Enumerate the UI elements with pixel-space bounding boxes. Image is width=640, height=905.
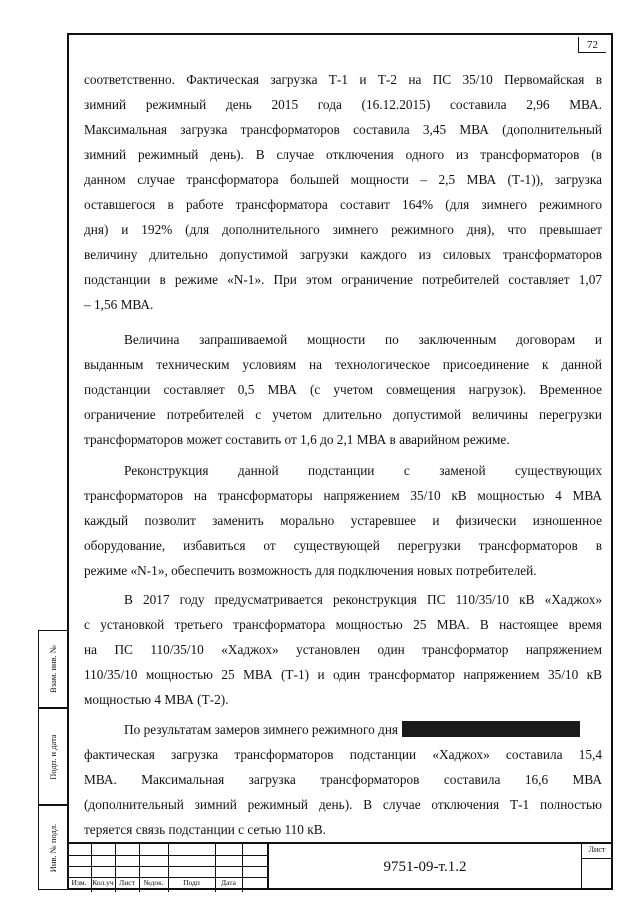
stamp-row-divider bbox=[67, 866, 267, 867]
sidebar-inv-podl-label: Инв. № подл. bbox=[48, 823, 58, 872]
text-line: оборудование, избавиться от существующей перегрузки трансформаторов в bbox=[84, 538, 602, 553]
text-line: зимний режимный день). В случае отключения одного из трансформаторов (в bbox=[84, 147, 602, 162]
registration-sidebar bbox=[38, 630, 67, 890]
text-line: данном случае трансформатора большей мощности – 2,5 МВА (Т-1)), загрузка bbox=[84, 172, 602, 187]
text-line: с установкой третьего трансформатора мощностью 25 МВА. В настоящее время bbox=[84, 617, 602, 632]
text-line: величину длительно допустимой загрузки каждого из силовых трансформаторов bbox=[84, 247, 602, 262]
sheet-label: Лист bbox=[588, 845, 606, 854]
text-line: режиме «N-1», обеспечить возможность для подключения новых потребителей. bbox=[84, 563, 537, 578]
text-line: зимний режимный день 2015 года (16.12.2015) составила 2,96 МВА. bbox=[84, 97, 602, 112]
text-line: Реконструкция данной подстанции с заменой существующих bbox=[124, 463, 602, 478]
text-line: мощностью 4 МВА (Т-2). bbox=[84, 692, 229, 707]
text-line: 110/35/10 мощностью 25 МВА (Т-1) и один трансформатор напряжением 35/10 кВ bbox=[84, 667, 602, 682]
text-line-start: По результатам замеров зимнего режимного дня bbox=[124, 722, 399, 737]
sidebar-podp-data bbox=[38, 708, 67, 805]
sidebar-vzam-inv-label: Взам. инв. № bbox=[48, 645, 58, 693]
text-line: МВА. Максимальная загрузка трансформаторов составила 16,6 МВА bbox=[84, 772, 602, 787]
text-line: каждый позволит заменить морально устаревшее и физически изношенное bbox=[84, 513, 602, 528]
sidebar-podp-data-label: Подп. и дата bbox=[48, 733, 58, 780]
text-line: подстанции составляет 0,5 МВА (с учетом совмещения нагрузок). Временное bbox=[84, 382, 602, 397]
stamp-header-podp: Подп bbox=[183, 878, 200, 887]
sidebar-vzam-inv bbox=[38, 630, 67, 708]
title-block bbox=[67, 842, 613, 890]
text-line: на ПС 110/35/10 «Хаджох» установлен один трансформатор напряжением bbox=[84, 642, 602, 657]
text-line: Величина запрашиваемой мощности по заключенным договорам и bbox=[124, 332, 602, 347]
text-line: дня) и 192% (для дополнительного зимнего режимного дня), что превышает bbox=[84, 222, 602, 237]
text-line: В 2017 году предусматривается реконструкция ПС 110/35/10 кВ «Хаджох» bbox=[124, 592, 602, 607]
text-line: трансформаторов на трансформаторы напряжением 35/10 кВ мощностью 4 МВА bbox=[84, 488, 602, 503]
stamp-col-divider bbox=[242, 844, 243, 892]
stamp-header-list: Лист bbox=[119, 878, 135, 887]
text-line: трансформаторов может составить от 1,6 до 2,1 МВА в аварийном режиме. bbox=[84, 432, 510, 447]
text-line-with-redaction bbox=[124, 720, 602, 740]
text-line: теряется связь подстанции с сетью 110 кВ. bbox=[84, 822, 326, 837]
stamp-row-divider bbox=[67, 855, 267, 856]
text-line: Максимальная загрузка трансформаторов составила 3,45 МВА (дополнительный bbox=[84, 122, 602, 137]
text-line: оставшегося в работе трансформатора составит 164% (для зимнего режимного bbox=[84, 197, 602, 212]
text-line: ограничение потребителей с учетом длительно допустимой величины перегрузки bbox=[84, 407, 602, 422]
stamp-header-kol-uch: Кол.уч bbox=[92, 878, 114, 887]
page-number: 72 bbox=[578, 37, 606, 53]
text-line: (дополнительный зимний режимный день). В случае отключения Т-1 полностью bbox=[84, 797, 602, 812]
sheet-divider bbox=[582, 858, 612, 859]
text-line: выданным техническим условиям на технологическое присоединение к данной bbox=[84, 357, 602, 372]
text-line: соответственно. Фактическая загрузка Т-1 и Т-2 на ПС 35/10 Первомайская в bbox=[84, 72, 602, 87]
redaction-block bbox=[402, 721, 580, 737]
stamp-header-ndok: №док. bbox=[143, 878, 164, 887]
stamp-header-izm: Изм. bbox=[71, 878, 87, 887]
text-line: – 1,56 МВА. bbox=[84, 297, 154, 312]
sidebar-inv-podl bbox=[38, 805, 67, 890]
stamp-header-data: Дата bbox=[221, 878, 236, 887]
sheet-box bbox=[581, 844, 613, 890]
text-line: подстанции в режиме «N-1». При этом ограничение потребителей составляет 1,07 bbox=[84, 272, 602, 287]
text-line: фактическая загрузка трансформаторов подстанции «Хаджох» составила 15,4 bbox=[84, 747, 602, 762]
document-code: 9751-09-т.1.2 bbox=[267, 844, 581, 890]
